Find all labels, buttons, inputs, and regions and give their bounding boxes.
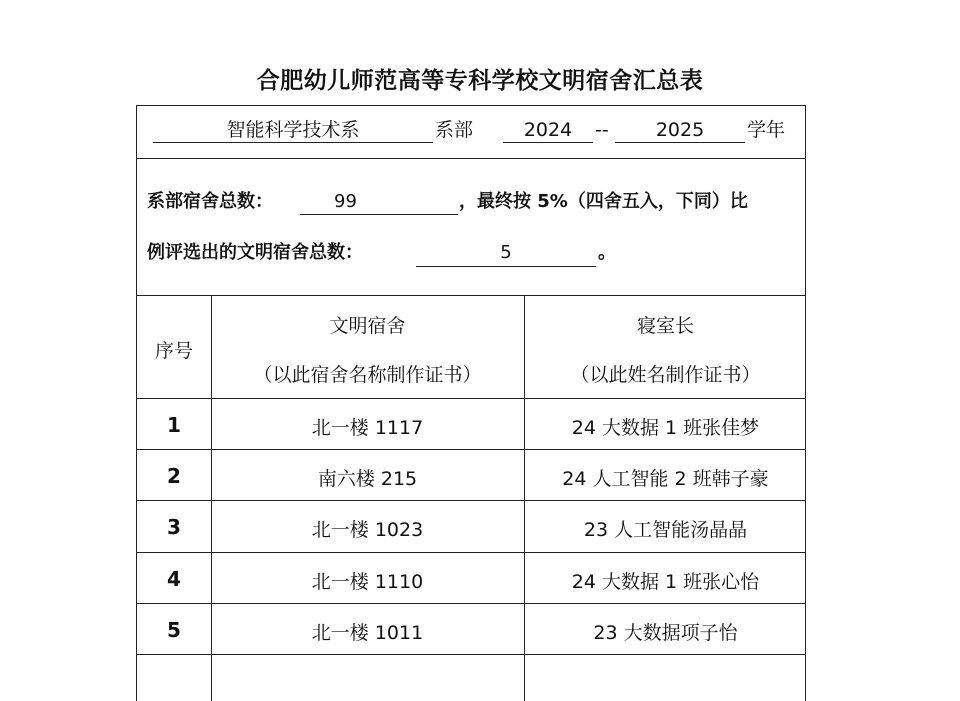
divider [137, 603, 805, 604]
column-header-dorm-note: （以此宿舍名称制作证书） [253, 364, 482, 386]
year-label: 学年 [747, 119, 786, 141]
department-label: 系部 [435, 119, 474, 141]
end-mark: 。 [598, 242, 616, 263]
column-header-head: 寝室长 [636, 315, 694, 337]
row-head: 24 大数据 1 班张佳梦 [571, 417, 760, 439]
total-dorms-label: 系部宿舍总数： [147, 191, 273, 212]
info-block [137, 159, 805, 296]
column-header-head-note: （以此姓名制作证书） [570, 364, 761, 386]
divider [137, 449, 805, 450]
selected-dorms-field: 5 [416, 240, 596, 267]
divider [137, 654, 805, 655]
divider [137, 295, 805, 296]
year-start-field: 2024 [503, 118, 593, 143]
row-dorm: 北一楼 1011 [311, 622, 424, 644]
selected-dorms-label: 例评选出的文明宿舍总数： [147, 242, 363, 263]
row-dorm: 南六楼 215 [317, 468, 418, 490]
row-seq: 3 [167, 515, 181, 539]
divider [137, 500, 805, 501]
year-end-field: 2025 [615, 118, 745, 143]
summary-table [136, 105, 806, 701]
row-dorm: 北一楼 1110 [311, 571, 424, 593]
row-head: 23 大数据项子怡 [593, 622, 738, 644]
total-dorms-field: 99 [300, 189, 458, 215]
row-seq: 5 [167, 618, 181, 642]
year-separator: -- [595, 119, 609, 141]
row-head: 24 大数据 1 班张心怡 [571, 571, 760, 593]
row-dorm: 北一楼 1023 [311, 519, 424, 541]
divider [137, 552, 805, 553]
column-header-dorm: 文明宿舍 [329, 315, 406, 337]
document-title: 合肥幼儿师范高等专科学校文明宿舍汇总表 [256, 68, 704, 94]
row-head: 24 人工智能 2 班韩子豪 [562, 468, 769, 490]
row-seq: 2 [167, 464, 181, 488]
row-head: 23 人工智能汤晶晶 [583, 519, 748, 541]
department-year-row [137, 106, 805, 159]
column-header-seq: 序号 [154, 340, 193, 362]
divider [137, 398, 805, 399]
department-field: 智能科学技术系 [153, 118, 433, 143]
ratio-text: ，最终按 5%（四舍五入，下同）比 [459, 191, 748, 212]
row-seq: 1 [167, 413, 181, 437]
row-dorm: 北一楼 1117 [311, 417, 424, 439]
row-seq: 4 [167, 567, 181, 591]
